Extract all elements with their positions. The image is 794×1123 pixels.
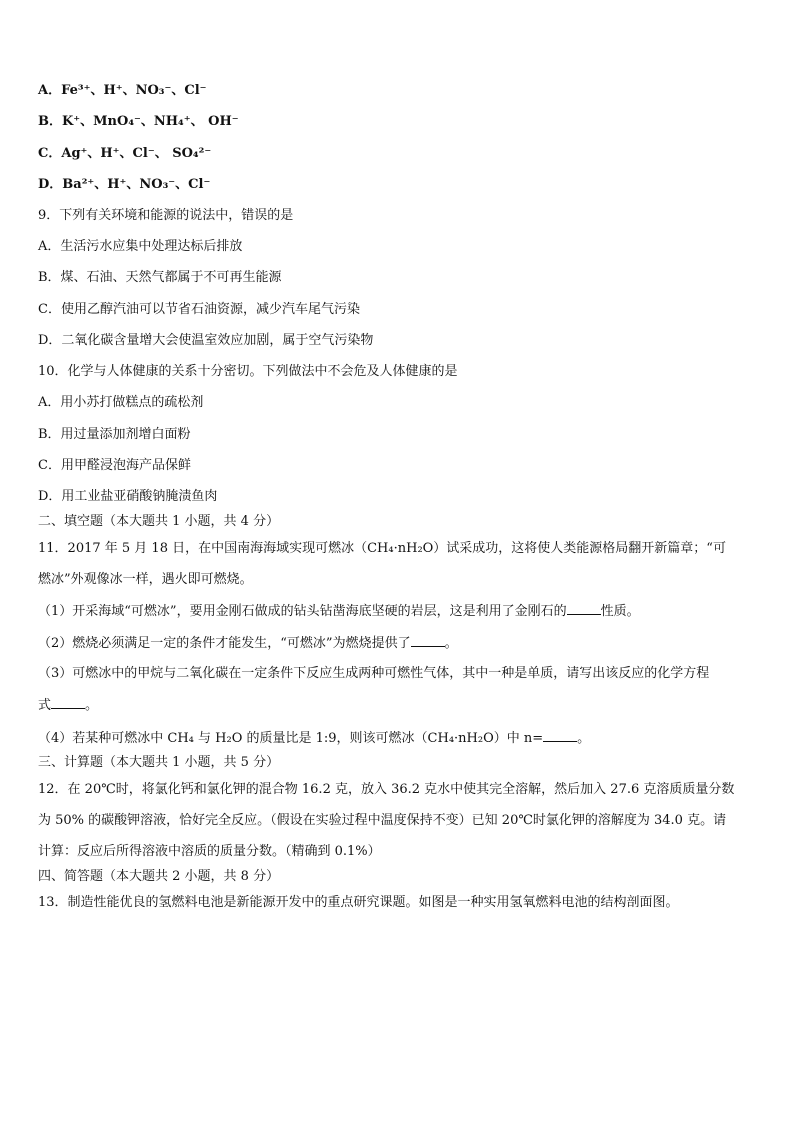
q11-part1-suffix: 性质。 xyxy=(600,604,640,619)
q11-part3-text: 式 xyxy=(38,698,52,713)
q11-part2-text: （2）燃烧必须满足一定的条件才能发生，“可燃冰”为燃烧提供了 xyxy=(38,636,411,651)
option-prefix: C． xyxy=(38,146,62,161)
q9-option-c: C．使用乙醇汽油可以节省石油资源，减少汽车尾气污染 xyxy=(38,302,360,317)
q8-option-b xyxy=(38,113,239,131)
q11-part4 xyxy=(38,729,590,748)
q12-line1: 12．在 20℃时，将氯化钙和氯化钾的混合物 16.2 克，放入 36.2 克水中使其完全溶解，然后加入 27.6 克溶质质量分数 xyxy=(38,782,735,797)
q8-option-d xyxy=(38,176,210,194)
q9-option-b: B．煤、石油、天然气都属于不可再生能源 xyxy=(38,270,282,285)
q10-stem: 10．化学与人体健康的关系十分密切。下列做法中不会危及人体健康的是 xyxy=(38,364,458,379)
answer-blank[interactable] xyxy=(543,729,577,742)
option-text: Ag⁺、H⁺、Cl⁻、 SO₄²⁻ xyxy=(61,146,212,161)
q9-option-d: D．二氧化碳含量增大会使温室效应加剧，属于空气污染物 xyxy=(38,333,374,348)
q11-part4-suffix: 。 xyxy=(577,731,591,746)
q11-stem-line1: 11．2017 年 5 月 18 日，在中国南海海域实现可燃冰（CH₄·nH₂O）试采成功，这将使人类能源格局翻开新篇章；“可 xyxy=(38,541,726,556)
q8-option-a xyxy=(38,82,207,100)
q11-stem-line2: 燃冰”外观像冰一样，遇火即可燃烧。 xyxy=(38,572,253,587)
q11-part4-text: （4）若某种可燃冰中 CH₄ 与 H₂O 的质量比是 1:9，则该可燃冰（CH₄·nH₂O）中 n= xyxy=(38,731,544,746)
answer-blank[interactable] xyxy=(567,602,601,615)
option-text: Ba²⁺、H⁺、NO₃⁻、Cl⁻ xyxy=(62,177,211,192)
section-heading-calculation: 三、计算题（本大题共 1 小题，共 5 分） xyxy=(38,755,280,770)
q10-option-b: B．用过量添加剂增白面粉 xyxy=(38,427,191,442)
q11-part3-line1: （3）可燃冰中的甲烷与二氧化碳在一定条件下反应生成两种可燃性气体，其中一种是单质，请写出该反应的化学方程 xyxy=(38,666,710,681)
q8-option-c xyxy=(38,145,211,163)
q9-option-a: A．生活污水应集中处理达标后排放 xyxy=(38,239,243,254)
section-heading-short-answer: 四、简答题（本大题共 2 小题，共 8 分） xyxy=(38,869,280,884)
q9-stem: 9．下列有关环境和能源的说法中，错误的是 xyxy=(38,208,294,223)
q13-stem: 13．制造性能优良的氢燃料电池是新能源开发中的重点研究课题。如图是一种实用氢氧燃料电池的结构剖面图。 xyxy=(38,895,679,910)
q10-option-c: C．用甲醛浸泡海产品保鲜 xyxy=(38,458,191,473)
q11-part3-line2 xyxy=(38,696,98,715)
option-text: K⁺、MnO₄⁻、NH₄⁺、 OH⁻ xyxy=(62,114,239,129)
section-heading-fill-in: 二、填空题（本大题共 1 小题，共 4 分） xyxy=(38,514,280,529)
answer-blank[interactable] xyxy=(411,634,445,647)
q10-option-d: D．用工业盐亚硝酸钠腌渍鱼肉 xyxy=(38,489,218,504)
option-prefix: B． xyxy=(38,114,62,129)
q10-option-a: A．用小苏打做糕点的疏松剂 xyxy=(38,395,204,410)
option-prefix: D． xyxy=(38,177,63,192)
q11-part3-suffix: 。 xyxy=(85,698,99,713)
option-prefix: A． xyxy=(38,83,62,98)
q11-part2 xyxy=(38,634,458,653)
answer-blank[interactable] xyxy=(51,696,85,709)
q12-line3: 计算：反应后所得溶液中溶质的质量分数。（精确到 0.1%） xyxy=(38,844,381,859)
q11-part2-suffix: 。 xyxy=(444,636,458,651)
q11-part1 xyxy=(38,602,640,621)
option-text: Fe³⁺、H⁺、NO₃⁻、Cl⁻ xyxy=(61,83,207,98)
q12-line2: 为 50% 的碳酸钾溶液，恰好完全反应。（假设在实验过程中温度保持不变）已知 20℃时氯化钾的溶解度为 34.0 克。请 xyxy=(38,813,727,828)
q11-part1-text: （1）开采海域“可燃冰”，要用金刚石做成的钻头钻凿海底坚硬的岩层，这是利用了金刚石的 xyxy=(38,604,567,619)
